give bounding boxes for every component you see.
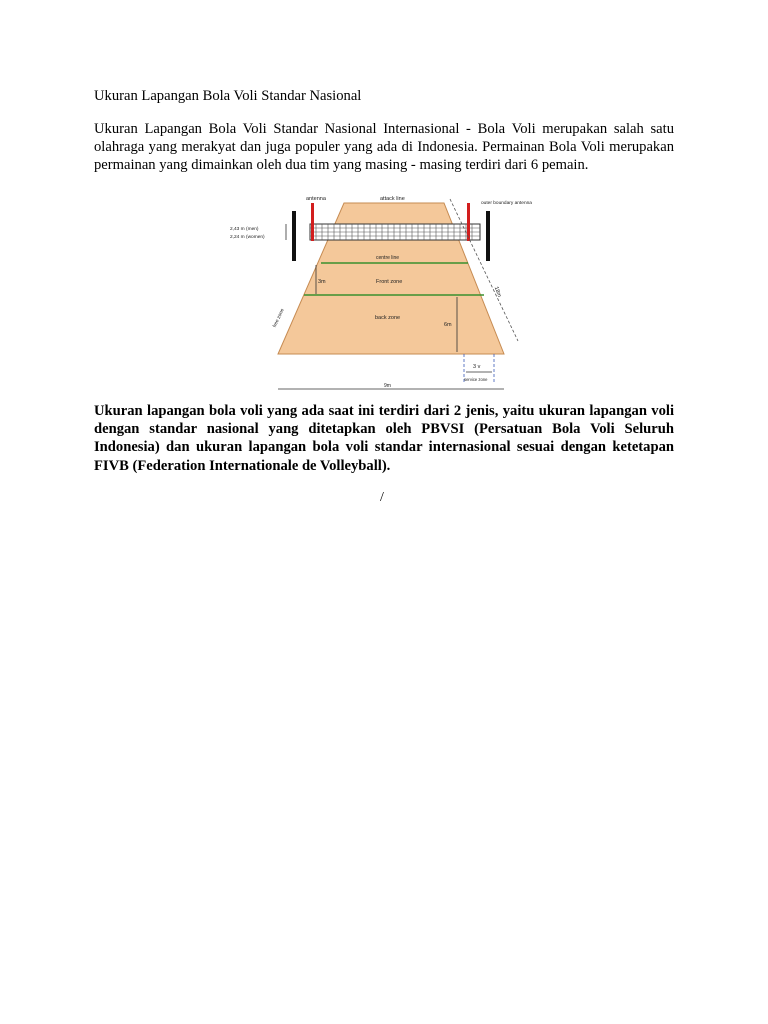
attack-line-label: attack line: [380, 196, 405, 202]
nine-m-label: 9m: [384, 383, 391, 389]
outer-boundary-label: outer boundary antenna: [481, 201, 532, 206]
document-title: Ukuran Lapangan Bola Voli Standar Nasional: [94, 88, 362, 104]
free-zone-label: free zone: [272, 308, 286, 329]
antenna-left: [311, 203, 314, 241]
volleyball-court-diagram: [228, 191, 548, 396]
six-m-label: 6m: [444, 322, 452, 328]
trailing-mark: /: [380, 490, 384, 505]
intro-paragraph: Ukuran Lapangan Bola Voli Standar Nasional Internasional - Bola Voli merupakan salah satu olahraga yang merakyat dan juga populer yang ada di Indonesia. Permainan Bola Voli merupakan permainan yang dimainkan oleh dua tim yang masing - masing terdiri dari 6 pemain.: [94, 121, 674, 174]
antenna-label: antenna: [306, 196, 326, 202]
three-m-bottom-label: 3 v: [473, 364, 481, 370]
net-post-left: [292, 211, 296, 261]
centre-line-label: centre line: [376, 255, 400, 261]
eighteen-m-label: 18m: [492, 285, 503, 298]
bold-paragraph: Ukuran lapangan bola voli yang ada saat ini terdiri dari 2 jenis, yaitu ukuran lapangan voli dengan standar nasional yang ditetapkan oleh PBVSI (Persatuan Bola Voli Seluruh Indonesia) dan ukuran lapangan bola voli standar internasional sesuai dengan ketetapan FIVB (Federation Internationale de Volleyball).: [94, 403, 674, 474]
net-post-right: [486, 211, 490, 261]
three-m-label: 3m: [318, 279, 326, 285]
net-height-women-label: 2,24 m (women): [230, 235, 265, 240]
net-height-men-label: 2,43 m (men): [230, 227, 259, 232]
back-zone-label: back zone: [375, 315, 401, 321]
front-zone-label: Front zone: [376, 279, 403, 285]
service-zone-label: service zone: [464, 377, 488, 382]
